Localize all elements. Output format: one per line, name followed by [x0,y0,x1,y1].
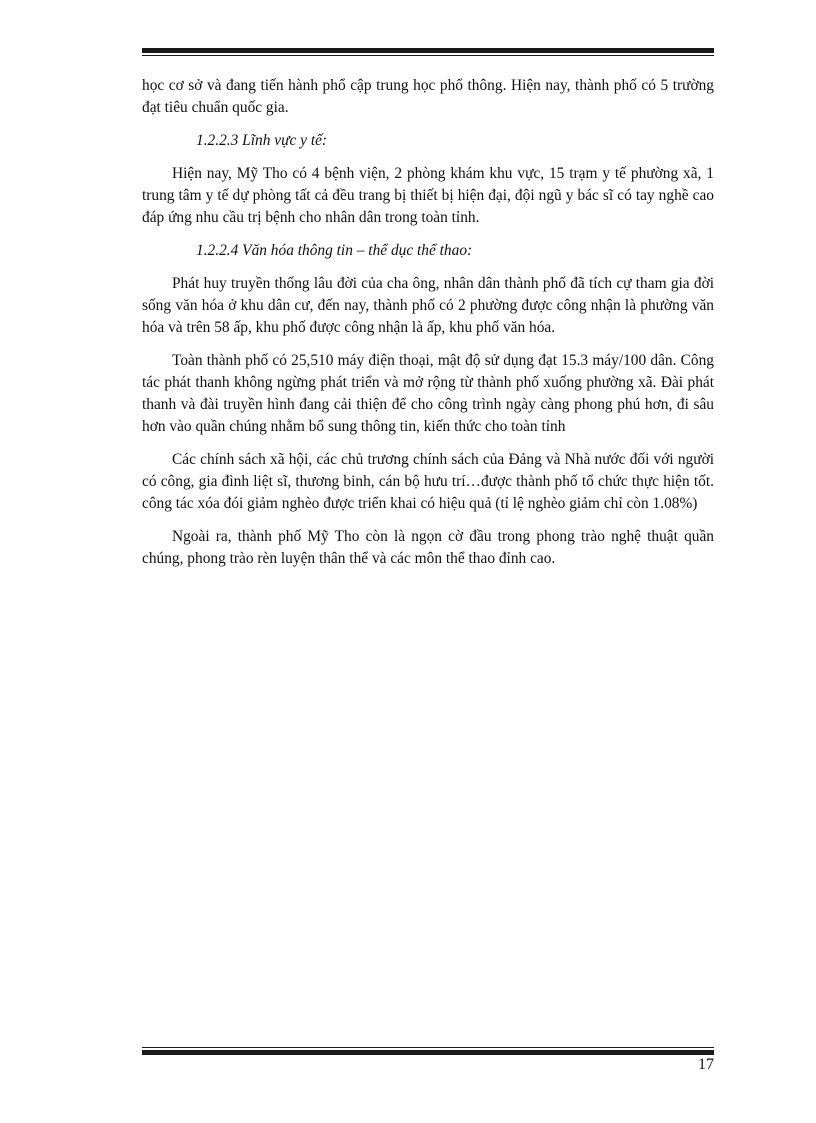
page-number: 17 [698,1056,714,1073]
section-heading-health: 1.2.2.3 Lĩnh vực y tế: [196,132,328,149]
social-policy-paragraph: Các chính sách xã hội, các chủ trương chính sách của Đảng và Nhà nước đối với người có công, gia đình liệt sĩ, thương binh, cán bộ hưu trí…được thành phố tổ chức thực hiện tốt. công tác xóa đói giảm nghèo được triển khai có hiệu quả (tỉ lệ nghèo giảm chỉ còn 1.08%) [142,451,714,512]
communications-paragraph: Toàn thành phố có 25,510 máy điện thoại, mật độ sử dụng đạt 15.3 máy/100 dân. Công tác phát thanh không ngừng phát triển và mở rộng từ thành phố xuống phường xã. Đài phát thanh và đài truyền hình đang cải thiện để cho công trình ngày càng phong phú hơn, đi sâu hơn vào quần chúng nhằm bổ sung thông tin, kiến thức cho toàn tỉnh [142,352,714,435]
header-rule [142,48,714,56]
health-paragraph: Hiện nay, Mỹ Tho có 4 bệnh viện, 2 phòng khám khu vực, 15 trạm y tế phường xã, 1 trung tâm y tế dự phòng tất cả đều trang bị thiết bị hiện đại, đội ngũ y bác sĩ có tay nghề cao đáp ứng nhu cầu trị bệnh cho nhân dân trong toàn tỉnh. [142,165,714,226]
arts-sports-paragraph: Ngoài ra, thành phố Mỹ Tho còn là ngọn cờ đầu trong phong trào nghệ thuật quần chúng, phong trào rèn luyện thân thể và các môn thể thao đỉnh cao. [142,528,714,567]
education-paragraph-continuation: học cơ sở và đang tiến hành phổ cập trung học phổ thông. Hiện nay, thành phố có 5 trường đạt tiêu chuẩn quốc gia. [142,77,714,116]
section-heading-culture-sports: 1.2.2.4 Văn hóa thông tin – thể dục thể thao: [196,242,473,259]
footer-rule [142,1047,714,1055]
page-body [142,75,714,581]
culture-paragraph: Phát huy truyền thống lâu đời của cha ông, nhân dân thành phố đã tích cự tham gia đời sống văn hóa ở khu dân cư, đến nay, thành phố có 2 phường được công nhận là phường văn hóa và trên 58 ấp, khu phố được công nhận là ấp, khu phố văn hóa. [142,275,714,336]
